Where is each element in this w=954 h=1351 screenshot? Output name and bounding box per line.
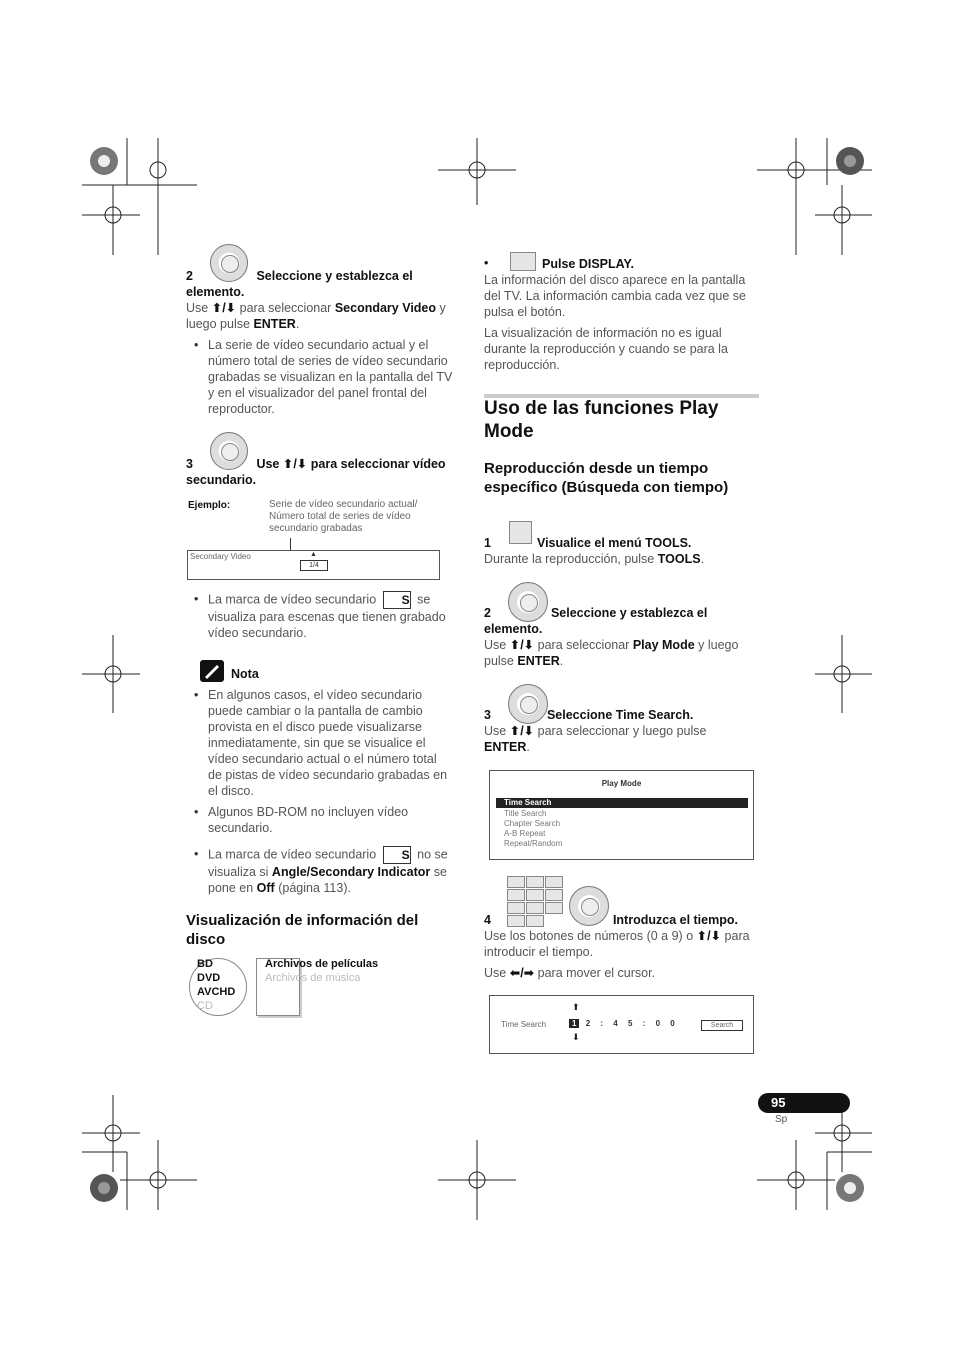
display-paragraph-1: La información del disco aparece en la pantalla del TV. La información cambia cada vez que se pulsa el botón. bbox=[484, 273, 746, 319]
example-screen bbox=[187, 550, 440, 580]
right-step-4-cursor-text: Use ⬅/➡ para mover el cursor. bbox=[484, 966, 656, 980]
time-search-subheading: Reproducción desde un tiempo específico (Búsqueda con tiempo) bbox=[484, 460, 729, 496]
example-caption: Serie de vídeo secundario actual/ Número total de series de vídeo secundario grabadas bbox=[269, 499, 418, 534]
search-button[interactable]: Search bbox=[701, 1020, 743, 1031]
time-digit-cursor: 1 bbox=[569, 1019, 579, 1028]
page-number: 95 bbox=[771, 1095, 786, 1110]
page-number-badge bbox=[758, 1093, 850, 1113]
right-step-1-text: Durante la reproducción, pulse TOOLS. bbox=[484, 552, 705, 566]
media-bd: BD bbox=[197, 958, 213, 970]
right-step-3-text: Use ⬆/⬇ para seleccionar y luego pulse ENTER. bbox=[484, 724, 707, 754]
step-2-instructions: Use ⬆/⬇ para seleccionar Secondary Video y luego pulse ENTER. bbox=[186, 301, 446, 331]
page-language: Sp bbox=[775, 1114, 788, 1125]
media-dvd: DVD bbox=[197, 972, 221, 984]
play-mode-heading: Uso de las funciones Play Mode bbox=[484, 398, 719, 442]
menu-item-ab-repeat[interactable]: A-B Repeat bbox=[504, 829, 546, 838]
right-step-2-text: Use ⬆/⬇ para seleccionar Play Mode y luego pulse ENTER. bbox=[484, 638, 739, 668]
note-title: Nota bbox=[231, 667, 259, 681]
right-step-1-heading: 1 Visualice el menú TOOLS. bbox=[484, 536, 692, 550]
display-button-icon bbox=[510, 252, 536, 271]
music-files: Archivos de música bbox=[265, 972, 361, 984]
step-3-heading: 3 Use ⬆/⬇ para seleccionar vídeo secundario. bbox=[186, 457, 446, 487]
secondary-video-mark-icon: S bbox=[383, 846, 411, 864]
step-title-cont: elemento. bbox=[186, 285, 245, 299]
media-types bbox=[197, 957, 235, 1013]
time-search-screen bbox=[489, 995, 754, 1054]
note-bullet-1: • En algunos casos, el vídeo secundario puede cambiar o la pantalla de cambio provista en el disco puede visualizarse inmediatamente, sin que se visualice el vídeo secundario actual o el número total de pistas de vídeo secundario grabadas en el disco. bbox=[194, 688, 448, 798]
menu-title: Play Mode bbox=[601, 779, 642, 788]
right-step-2-heading: 2 Seleccione y establezca el elemento. bbox=[484, 606, 708, 636]
menu-item-highlight[interactable] bbox=[496, 798, 748, 808]
menu-item-title-search[interactable]: Title Search bbox=[504, 809, 547, 818]
bullet-secondary-mark: • La marca de vídeo secundario S se visualiza para escenas que tienen grabado vídeo secundario. bbox=[194, 592, 446, 640]
screen-label: Secondary Video bbox=[190, 552, 251, 561]
series-counter: 1/4 bbox=[300, 560, 328, 571]
note-bullet-3: • La marca de vídeo secundario S no se visualiza si Angle/Secondary Indicator se pone en Off (página 113). bbox=[194, 847, 448, 895]
menu-items bbox=[496, 809, 562, 849]
up-arrow-icon: ⬆ bbox=[572, 1002, 580, 1012]
right-step-4-heading: 4 Introduzca el tiempo. bbox=[484, 913, 738, 927]
step-number: 2 bbox=[186, 269, 193, 283]
movie-files: Archivos de películas bbox=[265, 958, 379, 970]
step-title: Seleccione y establezca el bbox=[256, 269, 413, 283]
right-step-4-text: Use los botones de números (0 a 9) o ⬆/⬇ para introducir el tiempo. bbox=[484, 929, 750, 959]
file-types bbox=[265, 957, 378, 985]
menu-item-chapter-search[interactable]: Chapter Search bbox=[504, 819, 561, 828]
media-avchd: AVCHD bbox=[197, 986, 236, 998]
time-search-label: Time Search bbox=[501, 1020, 547, 1029]
display-title: Pulse DISPLAY. bbox=[542, 257, 634, 271]
section-title-disc-info: Visualización de información del disco bbox=[186, 912, 419, 948]
step-2-heading bbox=[186, 268, 413, 300]
right-step-3-heading: 3 Seleccione Time Search. bbox=[484, 708, 694, 722]
note-bullet-2: • Algunos BD-ROM no incluyen vídeo secundario. bbox=[194, 805, 409, 835]
down-arrow-icon: ⬇ bbox=[572, 1032, 580, 1042]
up-arrow-icon: ▲ bbox=[310, 551, 317, 558]
play-mode-menu-screen bbox=[489, 770, 754, 860]
time-entry[interactable]: 1 2 : 4 5 : 0 0 bbox=[569, 1019, 675, 1029]
note-icon bbox=[200, 660, 224, 682]
bullet-secondary-series: • La serie de vídeo secundario actual y el número total de series de vídeo secundario grabadas se visualizan en la pantalla del TV y en el visualizador del panel frontal del reproductor. bbox=[194, 338, 453, 416]
example-label: Ejemplo: bbox=[188, 500, 231, 511]
display-paragraph-2: La visualización de información no es igual durante la reproducción y cuando se para la reproducción. bbox=[484, 326, 728, 372]
secondary-video-mark-icon: S bbox=[383, 591, 411, 609]
media-cd: CD bbox=[197, 1000, 213, 1012]
menu-item-time-search[interactable]: Time Search bbox=[504, 798, 552, 807]
bullet-dot: • bbox=[484, 256, 489, 270]
menu-item-repeat-random[interactable]: Repeat/Random bbox=[504, 839, 563, 848]
